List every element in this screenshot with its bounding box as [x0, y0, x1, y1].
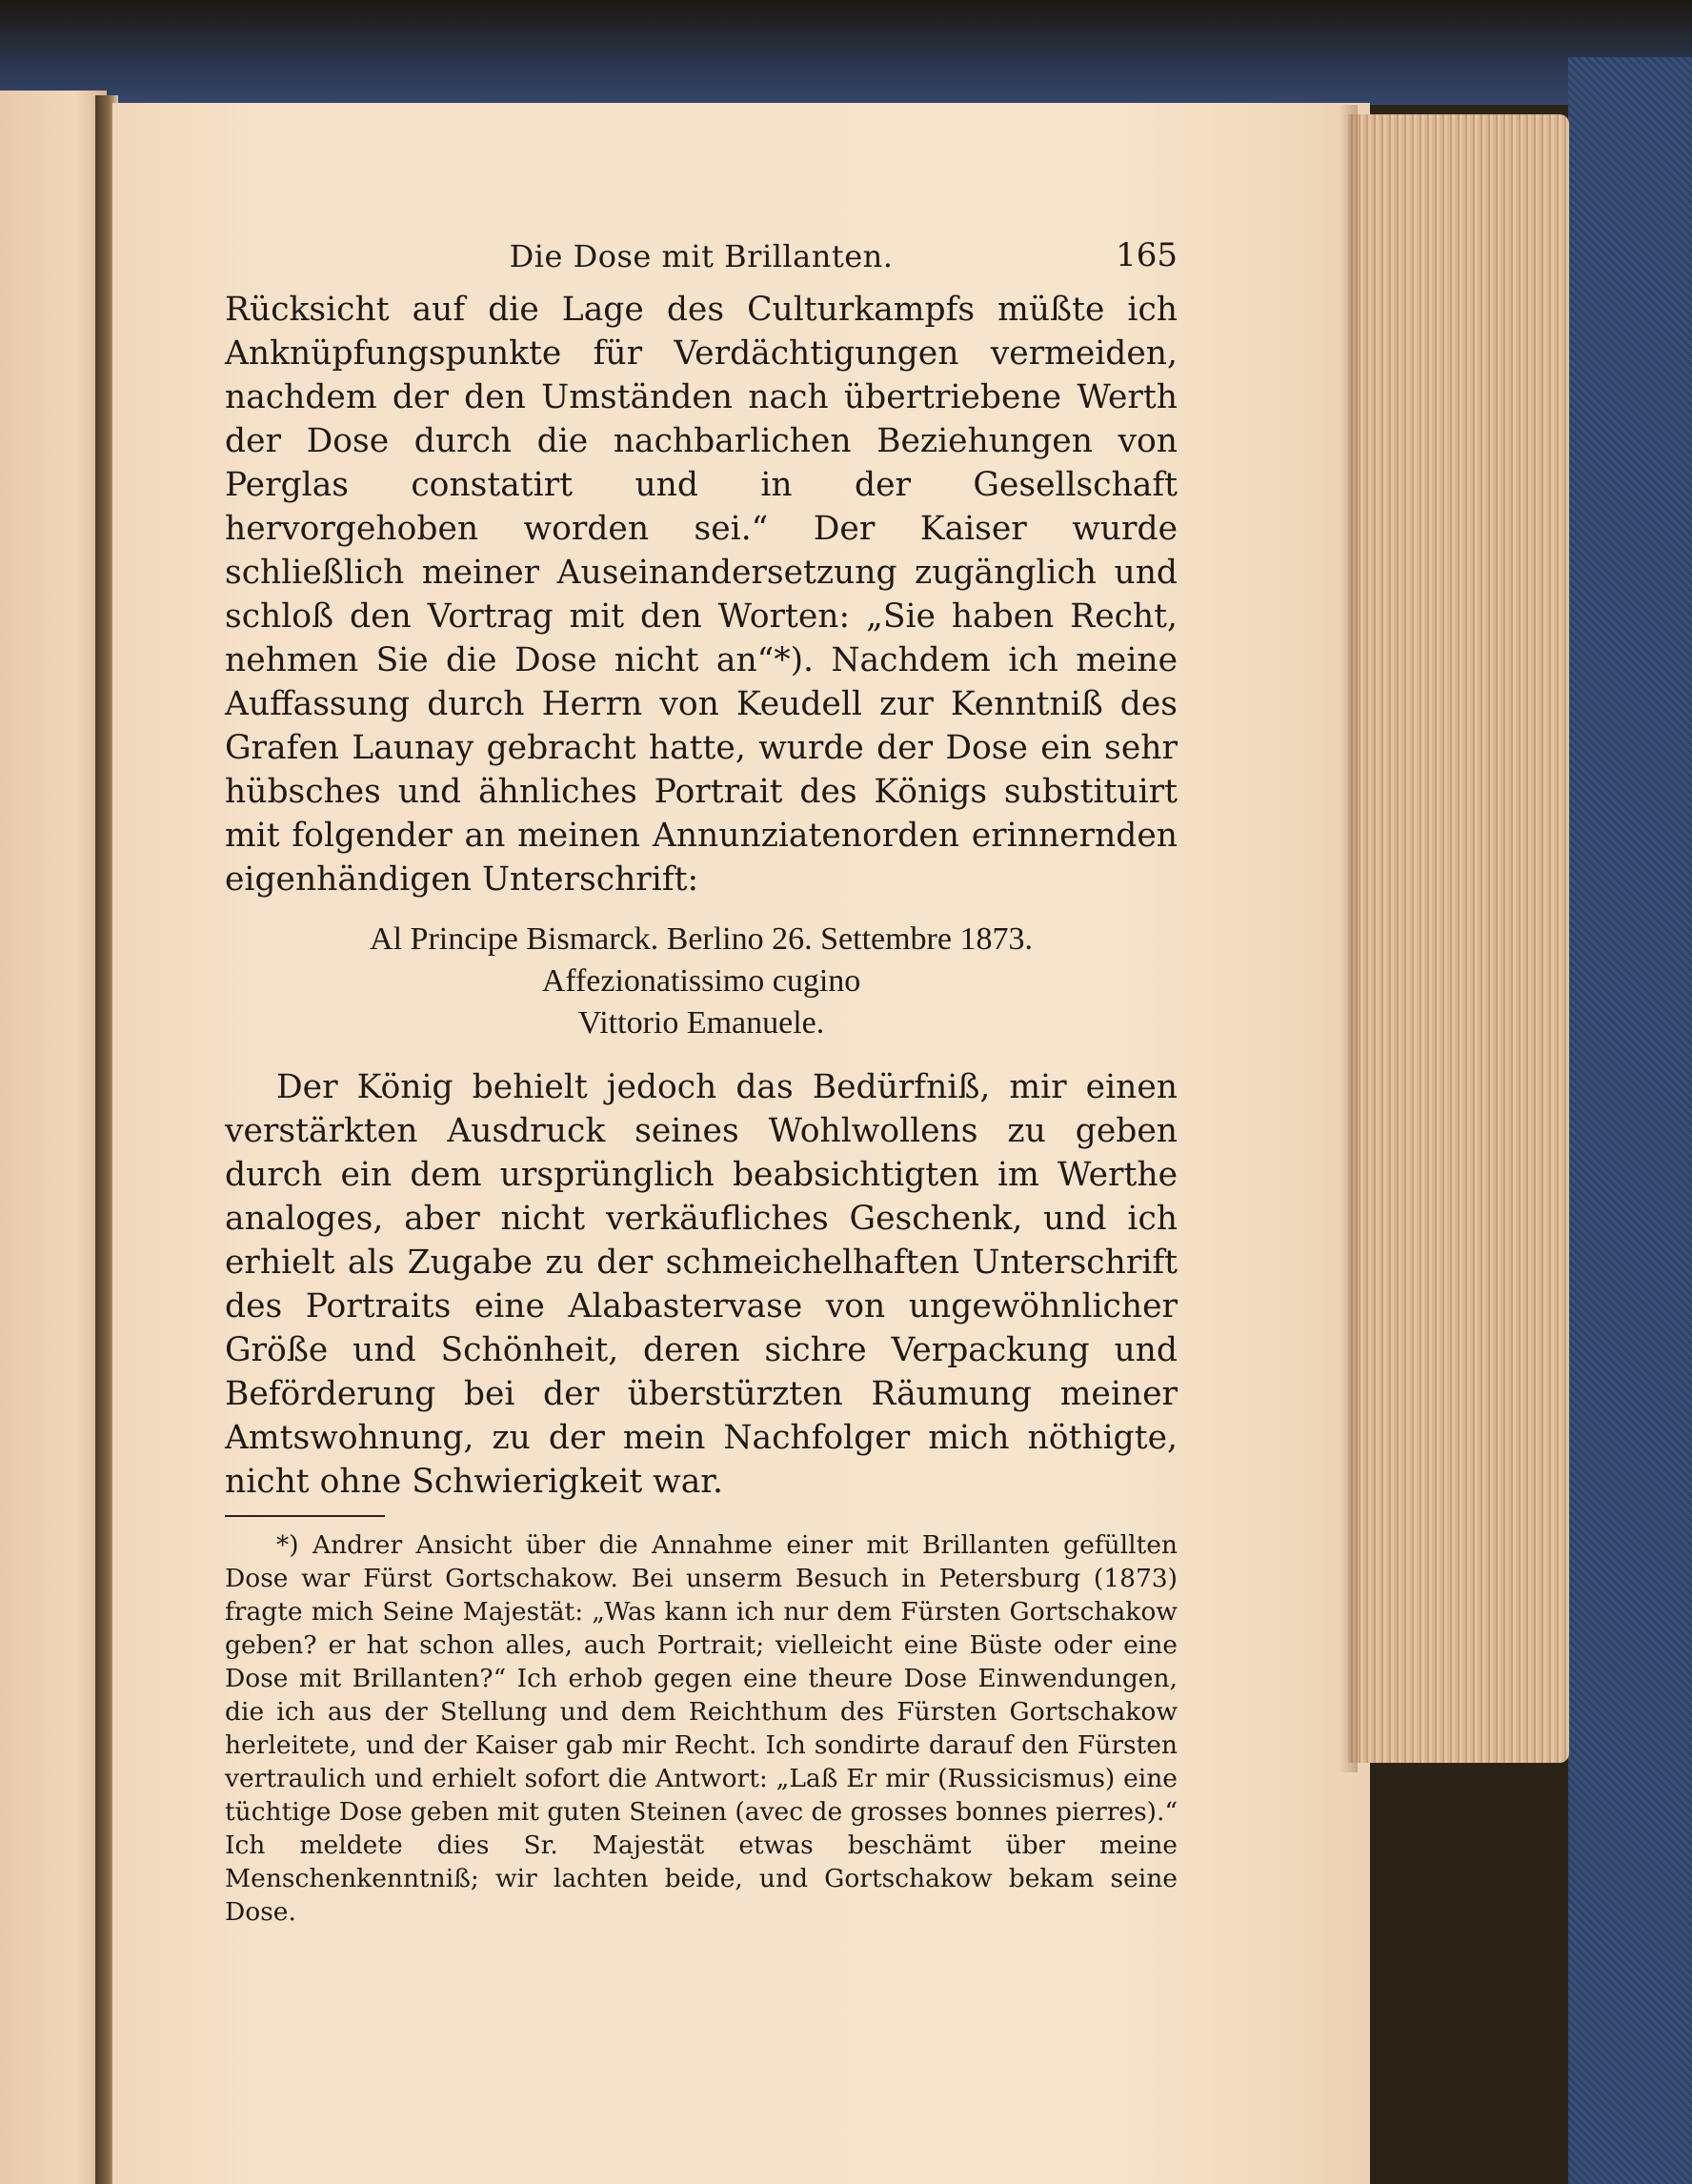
page-edges-shadow: [1339, 105, 1358, 1772]
running-head: [225, 233, 1178, 288]
paragraph-2: Der König behielt jedoch das Bedürfniß, mir einen verstärkten Ausdruck seines Wohlwollens zu geben durch ein dem ursprünglich beabsichtigten im Werthe analoges, aber nicht verkäufliches Geschenk, und ich erhielt als Zugabe zu der schmeichelhaften Unterschrift des Portraits eine Alabastervase von ungewöhnlicher Größe und Schönheit, deren sichre Verpackung und Beförderung bei der überstürzten Räumung meiner Amtswohnung, zu der mein Nachfolger mich nöthigte, nicht ohne Schwierigkeit war.: [225, 1068, 1178, 1501]
inscription-line-1: Al Principe Bismarck. Berlino 26. Settembre 1873.: [370, 921, 1033, 957]
page-number: 165: [1116, 236, 1178, 274]
footnote-rule: [225, 1515, 385, 1517]
book-cover-top: [0, 0, 1692, 105]
running-head-title: Die Dose mit Brillanten.: [509, 238, 894, 274]
book-cover-right: [1568, 57, 1692, 2184]
footnote: *) Andrer Ansicht über die Annahme einer mit Brillanten gefüllten Dose war Fürst Gortschakow. Bei unserm Besuch in Petersburg (1873) fragte mich Seine Majestät: „Was kann ich nur dem Fürsten Gortschakow geben? er hat schon alles, auch Portrait; vielleicht eine Büste oder eine Dose mit Brillanten?“ Ich erhob gegen eine theure Dose Einwendungen, die ich aus der Stellung und dem Reichthum des Fürsten Gortschakow herleitete, und der Kaiser gab mir Recht. Ich sondirte darauf den Fürsten vertraulich und erhielt sofort die Antwort: „Laß Er mir (Russicismus) eine tüchtige Dose geben mit guten Steinen (avec de grosses bonnes pierres).“ Ich meldete dies Sr. Majestät etwas beschämt über meine Menschenkenntniß; wir lachten beide, und Gortschakow bekam seine Dose.: [225, 1530, 1178, 1927]
page-edges: [1348, 114, 1569, 1763]
inscription: [225, 919, 1178, 1044]
facing-page-edge: [0, 91, 107, 2184]
inscription-line-3: Vittorio Emanuele.: [577, 1005, 825, 1041]
paragraph-1: Rücksicht auf die Lage des Culturkampfs müßte ich Anknüpfungspunkte für Verdächtigungen vermeiden, nachdem der den Umständen nach übertriebene Werth der Dose durch die nachbarlichen Beziehungen von Perglas constatirt und in der Gesellschaft hervorgehoben worden sei.“ Der Kaiser wurde schließlich meiner Auseinandersetzung zugänglich und schloß den Vortrag mit den Worten: „Sie haben Recht, nehmen Sie die Dose nicht an“*). Nachdem ich meine Auffassung durch Herrn von Keudell zur Kenntniß des Grafen Launay gebracht hatte, wurde der Dose ein sehr hübsches und ähnliches Portrait des Königs substituirt mit folgender an meinen Annunziatenorden erinnernden eigenhändigen Unterschrift:: [225, 291, 1178, 899]
page-text-block: [225, 233, 1178, 1929]
inscription-line-2: Affezionatissimo cugino: [541, 963, 861, 999]
